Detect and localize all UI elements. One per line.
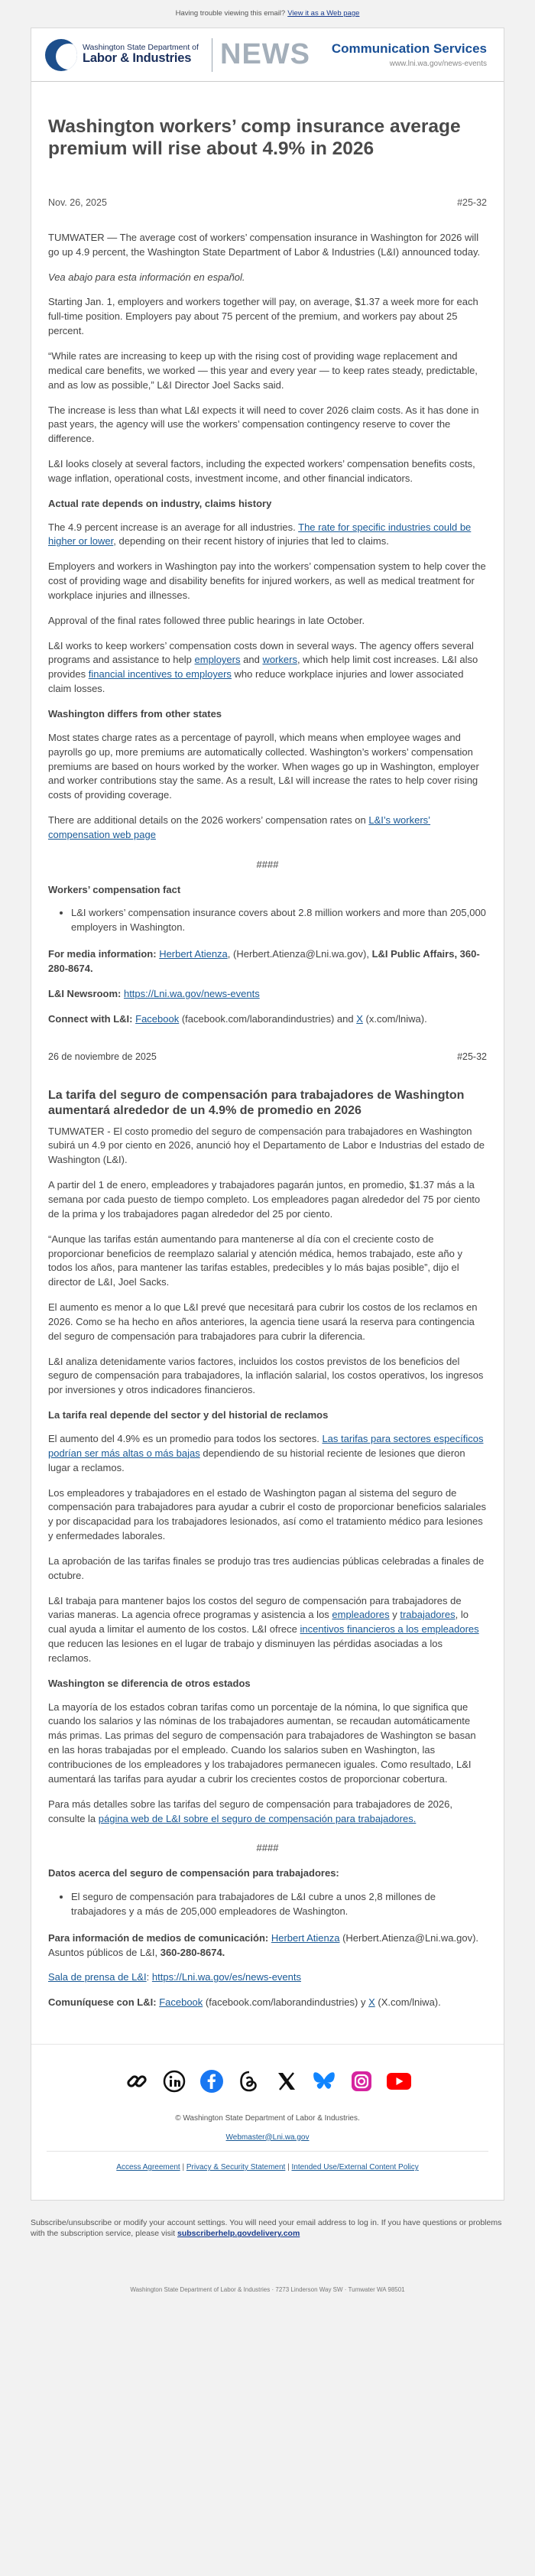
media-contact-link[interactable]: Herbert Atienza (159, 948, 228, 960)
instagram-icon[interactable] (348, 2068, 375, 2095)
es-paragraph: El aumento del 4.9% es un promedio para todos los sectores. Las tarifas para sectores específicos podrían ser más altas o más bajas dependiendo de su historial reciente de lesiones que dieron lugar a reclamos. (48, 1432, 484, 1473)
access-agreement-link[interactable]: Access Agreement (116, 2163, 180, 2172)
lni-seal-icon (45, 39, 77, 71)
es-subheading: La tarifa real depende del sector y del historial de reclamos (48, 1409, 329, 1421)
es-workers-link[interactable]: trabajadores (400, 1609, 456, 1621)
page-title: Washington workers’ comp insurance average premium will rise about 4.9% in 2026 (48, 116, 461, 160)
es-media-info: Para información de medios de comunicación: Herbert Atienza (Herbert.Atienza@Lni.wa.gov). Asuntos públicos de L&I, 360-280-8674. (48, 1931, 479, 1958)
spanish-note: Vea abajo para esta información en español. (48, 271, 245, 283)
subscriber-help-link[interactable]: subscriberhelp.govdelivery.com (177, 2229, 300, 2239)
paragraph: L&I works to keep workers’ compensation costs down in several ways. The agency offers several programs and assistance to help employers and workers, which help limit cost increases. L&I also provides financial incentives to employers who reduce workplace injuries and lower associated claim losses. (48, 639, 478, 695)
workers-link[interactable]: workers (262, 654, 297, 666)
email-card (31, 28, 504, 2201)
footer-links: Access Agreement | Privacy & Security Statement | Intended Use/External Content Policy (47, 2151, 488, 2174)
es-paragraph: Los empleadores y trabajadores en el estado de Washington pagan al sistema del seguro de compensación para trabajadores para ayudar a cubrir el costo de proporcionar beneficios salariales y por discapacidad para los trabajadores lesionados, así como el tratamiento médico para lesiones y enfermedades laborales. (48, 1486, 487, 1542)
es-newsroom-link[interactable]: Sala de prensa de L&I (48, 1971, 147, 1983)
media-info: For media information: Herbert Atienza, (Herbert.Atienza@Lni.wa.gov), L&I Public Affairs, 360-280-8674. (48, 948, 480, 974)
comm-services: Communication Services (331, 41, 487, 56)
es-fact-item: • El seguro de compensación para trabajadores de L&I cubre a unos 2,8 millones de trabajadores y a más de 205,000 empleadores de Washington. (71, 1890, 487, 1919)
es-newsroom-url[interactable]: https://Lni.wa.gov/es/news-events (151, 1971, 301, 1983)
industry-rates-link[interactable]: The rate for specific industries could be higher or lower (48, 521, 472, 547)
copyright: © Washington State Department of Labor & Industries. (175, 2114, 360, 2123)
newsroom-link[interactable]: https://Lni.wa.gov/news-events (123, 987, 260, 999)
lni-logo[interactable] (45, 39, 206, 71)
comp-web-page-link[interactable]: L&I’s workers’ compensation web page (48, 814, 431, 840)
es-subheading: Datos acerca del seguro de compensación para trabajadores: (48, 1867, 339, 1879)
paragraph: Approval of the final rates followed three public hearings in late October. (48, 614, 365, 626)
paragraph: Starting Jan. 1, employers and workers together will pay, on average, $1.37 a week more for each full-time position. Employers pay about 75 percent of the premium, and workers pay about 25 percent. (48, 296, 478, 337)
trouble-text: Having trouble viewing this email? (175, 9, 286, 18)
facebook-link[interactable]: Facebook (135, 1012, 180, 1025)
logo-line1: Washington State Department of (83, 43, 199, 53)
content (31, 82, 504, 2029)
quote-paragraph: “While rates are increasing to keep up with the rising cost of providing wage replacement and medical care benefits, we worked — this year and every year — to keep rates steady, predictable, and as low as possible,” L&I Director Joel Sacks said. (48, 349, 478, 391)
release-date: Nov. 26, 2025 (48, 197, 107, 208)
x-icon[interactable] (273, 2068, 300, 2095)
paragraph: Employers and workers in Washington pay into the workers’ compensation system to help cover the cost of providing wage and disability benefits for injured workers, as well as medical treatment for workplace injuries and illnesses. (48, 560, 486, 601)
es-incentives-link[interactable]: incentivos financieros a los empleadores (300, 1623, 479, 1636)
es-dateline (48, 1050, 487, 1064)
es-x-link[interactable]: X (368, 1996, 375, 2009)
es-release-date: 26 de noviembre de 2025 (48, 1051, 157, 1062)
es-connect: Comuníquese con L&I: Facebook (facebook.com/laborandindustries) y X (X.com/lniwa). (48, 1996, 441, 2009)
header (31, 28, 504, 82)
es-newsroom: Sala de prensa de L&I: https://Lni.wa.gov/es/news-events (48, 1971, 301, 1983)
es-paragraph: L&I trabaja para mantener bajos los costos del seguro de compensación para trabajadores de varias maneras. La agencia ofrece programas y asistencia a los empleadores y trabajadores, lo cual ayuda a limitar el aumento de los costos. L&I ofrece incentivos financieros a los empleadores que reducen las lesiones en el lugar de trabajo y disminuyen las pérdidas asociadas a los reclamos. (48, 1594, 479, 1664)
header-url: www.lni.wa.gov/news-events (389, 59, 487, 68)
paragraph: There are additional details on the 2026 workers’ compensation rates on L&I’s workers’ compensation web page (48, 814, 431, 840)
logo-line2: Labor & Industries (83, 51, 192, 66)
youtube-icon[interactable] (385, 2068, 413, 2095)
es-release-number: #25-32 (457, 1051, 487, 1062)
subscription-note: Subscribe/unsubscribe or modify your account settings. You will need your email address to log in. If you have questions or problems with the subscription service, please visit subscriberhelp.govdelivery.com (31, 2217, 502, 2239)
intended-use-link[interactable]: Intended Use/External Content Policy (291, 2163, 419, 2172)
bluesky-icon[interactable] (310, 2068, 338, 2095)
connect: Connect with L&I: Facebook (facebook.com/laborandindustries) and X (x.com/lniwa). (48, 1012, 427, 1025)
news-label: NEWS (220, 37, 310, 70)
es-paragraph: Para más detalles sobre las tarifas del seguro de compensación para trabajadores de 2026, consulte la página web de L&I sobre el seguro de compensación para trabajadores. (48, 1798, 452, 1824)
es-title: La tarifa del seguro de compensación para trabajadores de Washington aumentará alrededor de un 4.9% de promedio en 2026 (48, 1088, 465, 1117)
es-paragraph: TUMWATER - El costo promedio del seguro de compensación para trabajadores en Washington subirá un 4.9 por ciento en 2026, anunció hoy el Departamento de Labor e Industrias del estado de Washington (L&I). (48, 1125, 485, 1166)
privacy-link[interactable]: Privacy & Security Statement (186, 2163, 286, 2172)
employers-link[interactable]: employers (194, 654, 241, 666)
address-strip: Washington State Department of Labor & Industries · 7273 Linderson Way SW · Tumwater WA 98501 (130, 2286, 405, 2293)
dateline (48, 196, 487, 210)
linkedin-icon[interactable] (160, 2068, 188, 2095)
subheading: Washington differs from other states (48, 708, 222, 720)
es-paragraph: El aumento es menor a lo que L&I prevé que necesitará para cubrir los costos de los reclamos en 2026. Como se ha hecho en años anteriores, la agencia tiene usará la reserva para contingencia del seguro de compensación para trabajadores para cubrir la diferencia. (48, 1301, 478, 1342)
es-paragraph: La mayoría de los estados cobran tarifas como un porcentaje de la nómina, lo que significa que cuando los salarios y las nóminas de los trabajadores aumentan, se recaudan automáticamente más primas. Las primas del seguro de compensación para trabajadores de Washington se basan en las horas trabajadas por el empleado. Cuando los salarios suben en Washington, las contribuciones de los empleadores y los trabajadores permanecen iguales. Como resultado, L&I aumentará las tarifas para ayudar a cubrir los crecientes costos de proporcionar cobertura. (48, 1701, 476, 1785)
financial-incentives-link[interactable]: financial incentives to employers (88, 668, 232, 681)
webmaster-link[interactable]: Webmaster@Lni.wa.gov (225, 2133, 310, 2142)
es-subheading: Washington se diferencia de otros estados (48, 1677, 251, 1689)
social-icons (31, 2044, 504, 2113)
es-facebook-link[interactable]: Facebook (159, 1996, 203, 2009)
es-sector-rates-link[interactable]: Las tarifas para sectores específicos podrían ser más altas o más bajas (48, 1432, 484, 1459)
paragraph: TUMWATER — The average cost of workers’ compensation insurance in Washington for 2026 will go up 4.9 percent, the Washington State Department of Labor & Industries (L&I) announced today. (48, 231, 481, 258)
es-comp-page-link[interactable]: página web de L&I sobre el seguro de compensación para trabajadores. (98, 1812, 417, 1824)
subheading: Actual rate depends on industry, claims history (48, 497, 272, 509)
threads-icon[interactable] (235, 2068, 263, 2095)
es-paragraph: La aprobación de las tarifas finales se produjo tras tres audiencias públicas celebradas a finales de octubre. (48, 1554, 485, 1581)
newsroom: L&I Newsroom: https://Lni.wa.gov/news-events (48, 987, 260, 999)
es-paragraph: “Aunque las tarifas están aumentando para mantenerse al día con el creciente costo de proporcionar beneficios de reemplazo salarial y atención médica, hemos trabajado, este año y todos los años, para mantener las tarifas estables, predecibles y lo más bajas posible”, dijo el director de L&I, Joel Sacks. (48, 1233, 462, 1288)
subheading: Workers’ compensation fact (48, 883, 181, 895)
footer (31, 2113, 504, 2200)
paragraph: The 4.9 percent increase is an average for all industries. The rate for specific industries could be higher or lower, depending on their recent history of injuries that led to claims. (48, 521, 472, 547)
es-paragraph: L&I analiza detenidamente varios factores, incluidos los costos previstos de los beneficios del seguro de compensación para trabajadores, la inflación salarial, los costos operativos, los ingresos por inversiones y otros indicadores financieros. (48, 1355, 484, 1396)
es-employers-link[interactable]: empleadores (332, 1609, 390, 1621)
x-link[interactable]: X (356, 1012, 363, 1025)
facebook-icon[interactable] (198, 2068, 225, 2095)
top-bar (0, 0, 535, 28)
link-icon[interactable] (123, 2068, 151, 2095)
es-end-marks: #### (256, 1842, 279, 1854)
end-marks: #### (256, 858, 279, 870)
view-web-link[interactable]: View it as a Web page (287, 9, 360, 18)
es-paragraph: A partir del 1 de enero, empleadores y trabajadores pagarán juntos, en promedio, $1.37 más a la semana por cada puesto de tiempo completo. Los empleadores pagan alrededor del 75 por ciento de la prima y los trabajadores pagan alrededor del 25 por ciento. (48, 1179, 481, 1220)
release-number: #25-32 (457, 197, 487, 208)
es-media-contact-link[interactable]: Herbert Atienza (271, 1931, 340, 1944)
fact-item: • L&I workers’ compensation insurance covers about 2.8 million workers and more than 205,000 employers in Washington. (71, 906, 487, 935)
paragraph: The increase is less than what L&I expects it will need to cover 2026 claim costs. As it has done in past years, the agency will use the workers’ compensation contingency reserve to cover the difference. (48, 404, 479, 445)
paragraph: Most states charge rates as a percentage of payroll, which means when employee wages and payrolls go up, more premiums are automatically collected. Washington’s workers’ compensation premiums are based on hours worked by the worker. When wages go up in Washington, employer and worker contributions stay the same. As a result, L&I will increase the rates to help cover rising costs of providing coverage. (48, 731, 479, 801)
paragraph: L&I looks closely at several factors, including the expected workers’ compensation benefits costs, wage inflation, operational costs, investment income, and other financial indicators. (48, 458, 475, 484)
